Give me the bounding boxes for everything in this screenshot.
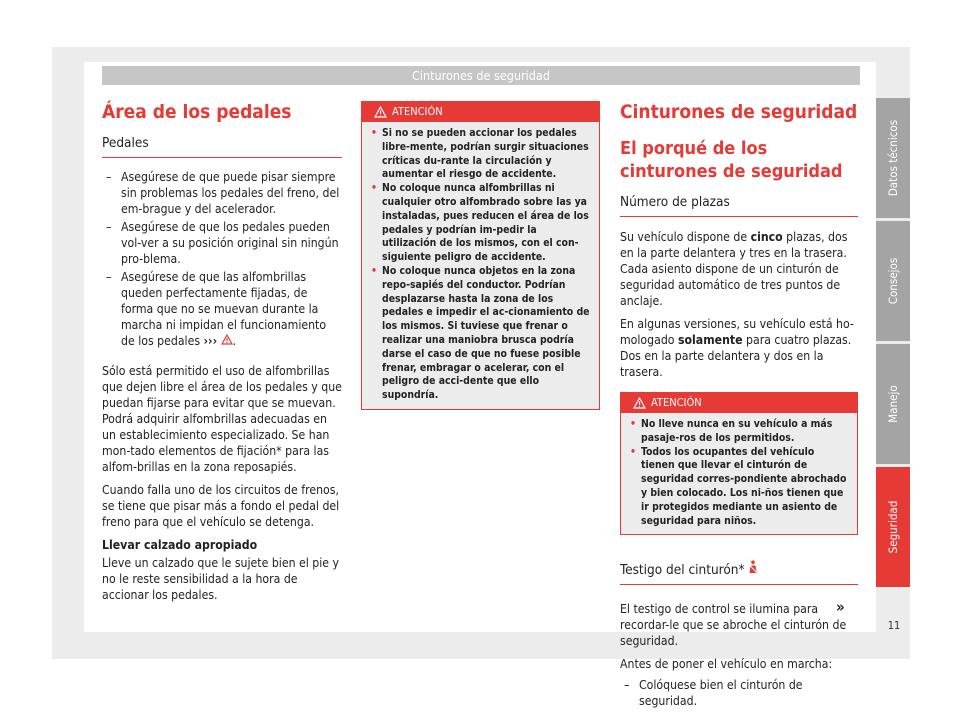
right-column	[620, 100, 858, 718]
warning-title: ATENCIÓN	[392, 105, 443, 118]
list-item-text: Asegúrese de que las alfombrillas queden perfectamente fijadas, de forma que no se muevan durante la marcha ni impidan el funcionamiento de los pedales	[121, 270, 327, 348]
left-column	[102, 100, 342, 610]
paragraph: Cuando falla uno de los circuitos de frenos, se tiene que pisar más a fondo el pedal del freno para que el vehículo se detenga.	[102, 483, 340, 529]
paragraph: Su vehículo dispone de cinco plazas, dos en la parte delantera y tres en la trasera. Cada asiento dispone de un cinturón de seguridad automático de tres puntos de anclaje.	[620, 230, 848, 308]
warning-item: • Si no se pueden accionar los pedales libre-mente, podrían surgir situaciones críticas du-rante la circulación y aumentar el riesgo de accidente.	[370, 127, 591, 182]
section-title: El porqué de los cinturones de seguridad	[620, 138, 843, 182]
continue-marker: »	[836, 598, 845, 616]
warning-title: ATENCIÓN	[651, 396, 702, 409]
paragraph: En algunas versiones, su vehículo está ho-mologado solamente para cuatro plazas. Dos en la parte delantera y dos en la trasera.	[620, 317, 854, 379]
bullet-list	[620, 677, 858, 709]
tab-consejos[interactable]: Consejos	[876, 221, 910, 341]
warning-item: • No coloque nunca alfombrillas ni cualquier otro alfombrado sobre las ya instaladas, pues reducen el área de los pedales y podrían im-pedir la utilización de los mismos, con el con-siguiente peligro de accidente.	[370, 182, 591, 265]
reference-arrows[interactable]: ›››	[203, 334, 218, 348]
tab-manejo[interactable]: Manejo	[876, 344, 910, 464]
warning-box	[620, 392, 858, 535]
warning-item: • No coloque nunca objetos en la zona repo-sapiés del conductor. Podrían desplazarse hasta la zona de los pedales e impedir el ac-cionamiento de los mismos. Si tuviese que frenar o realizar una maniobra brusca podría darse el caso de que no fuese posible frenar, embragar o acelerar, con el peligro de acci-dente que ello supondría.	[370, 265, 591, 403]
warning-item: • Todos los ocupantes del vehículo tienen que llevar el cinturón de seguridad corres-pondiente abrochado y bien colocado. Los ni-ños tienen que ir protegidos mediante un asiento de seguridad para niños.	[629, 446, 849, 529]
list-item: – Asegúrese de que los pedales pueden vol-ver a su posición original sin ningún pro-blema.	[102, 219, 342, 267]
warning-icon	[221, 334, 233, 348]
warning-icon	[633, 396, 646, 416]
subsection-title: Pedales	[102, 134, 342, 158]
bullet-list	[102, 169, 342, 349]
chapter-tabs	[876, 98, 910, 590]
page-number: 11	[887, 619, 901, 632]
paragraph: Lleve un calzado que le sujete bien el pie y no le reste sensibilidad a la hora de accionar los pedales.	[102, 556, 340, 602]
list-item: – Asegúrese de que puede pisar siempre sin problemas los pedales del freno, del em-brague y del acelerador.	[102, 169, 342, 217]
paragraph-heading: Llevar calzado apropiado	[102, 538, 258, 552]
warning-content	[362, 122, 599, 409]
warning-box	[361, 101, 600, 410]
section-title: Área de los pedales	[102, 101, 292, 123]
warning-icon	[374, 105, 387, 125]
running-header: Cinturones de seguridad	[102, 66, 860, 85]
warning-header	[362, 102, 599, 122]
subsection-title: Testigo del cinturón*	[620, 560, 858, 585]
chapter-title: Cinturones de seguridad	[620, 101, 858, 123]
warning-header	[621, 393, 857, 413]
warning-content	[621, 413, 857, 534]
list-item: – Colóquese bien el cinturón de seguridad.	[620, 677, 858, 709]
list-item: – Asegúrese de que las alfombrillas queden perfectamente fijadas, de forma que no se muevan durante la marcha ni impidan el funcionamiento de los pedales ››› .	[102, 269, 342, 349]
tab-datos-tecnicos[interactable]: Datos técnicos	[876, 98, 910, 218]
paragraph: Antes de poner el vehículo en marcha:	[620, 657, 833, 672]
paragraph: El testigo de control se ilumina para recordar-le que se abroche el cinturón de seguridad.	[620, 602, 847, 649]
paragraph: Sólo está permitido el uso de alfombrillas que dejen libre el área de los pedales y que puedan fijarse para evitar que se muevan. Podrá adquirir alfombrillas adecuadas en un establecimiento especializado. Se han mon-tado elementos de fijación* para las alfom-brillas en la zona reposapiés.	[102, 364, 342, 474]
warning-item: • No lleve nunca en su vehículo a más pasaje-ros de los permitidos.	[629, 418, 849, 446]
seatbelt-icon	[748, 562, 758, 578]
subsection-title: Número de plazas	[620, 193, 858, 217]
tab-seguridad[interactable]: Seguridad	[876, 467, 910, 587]
